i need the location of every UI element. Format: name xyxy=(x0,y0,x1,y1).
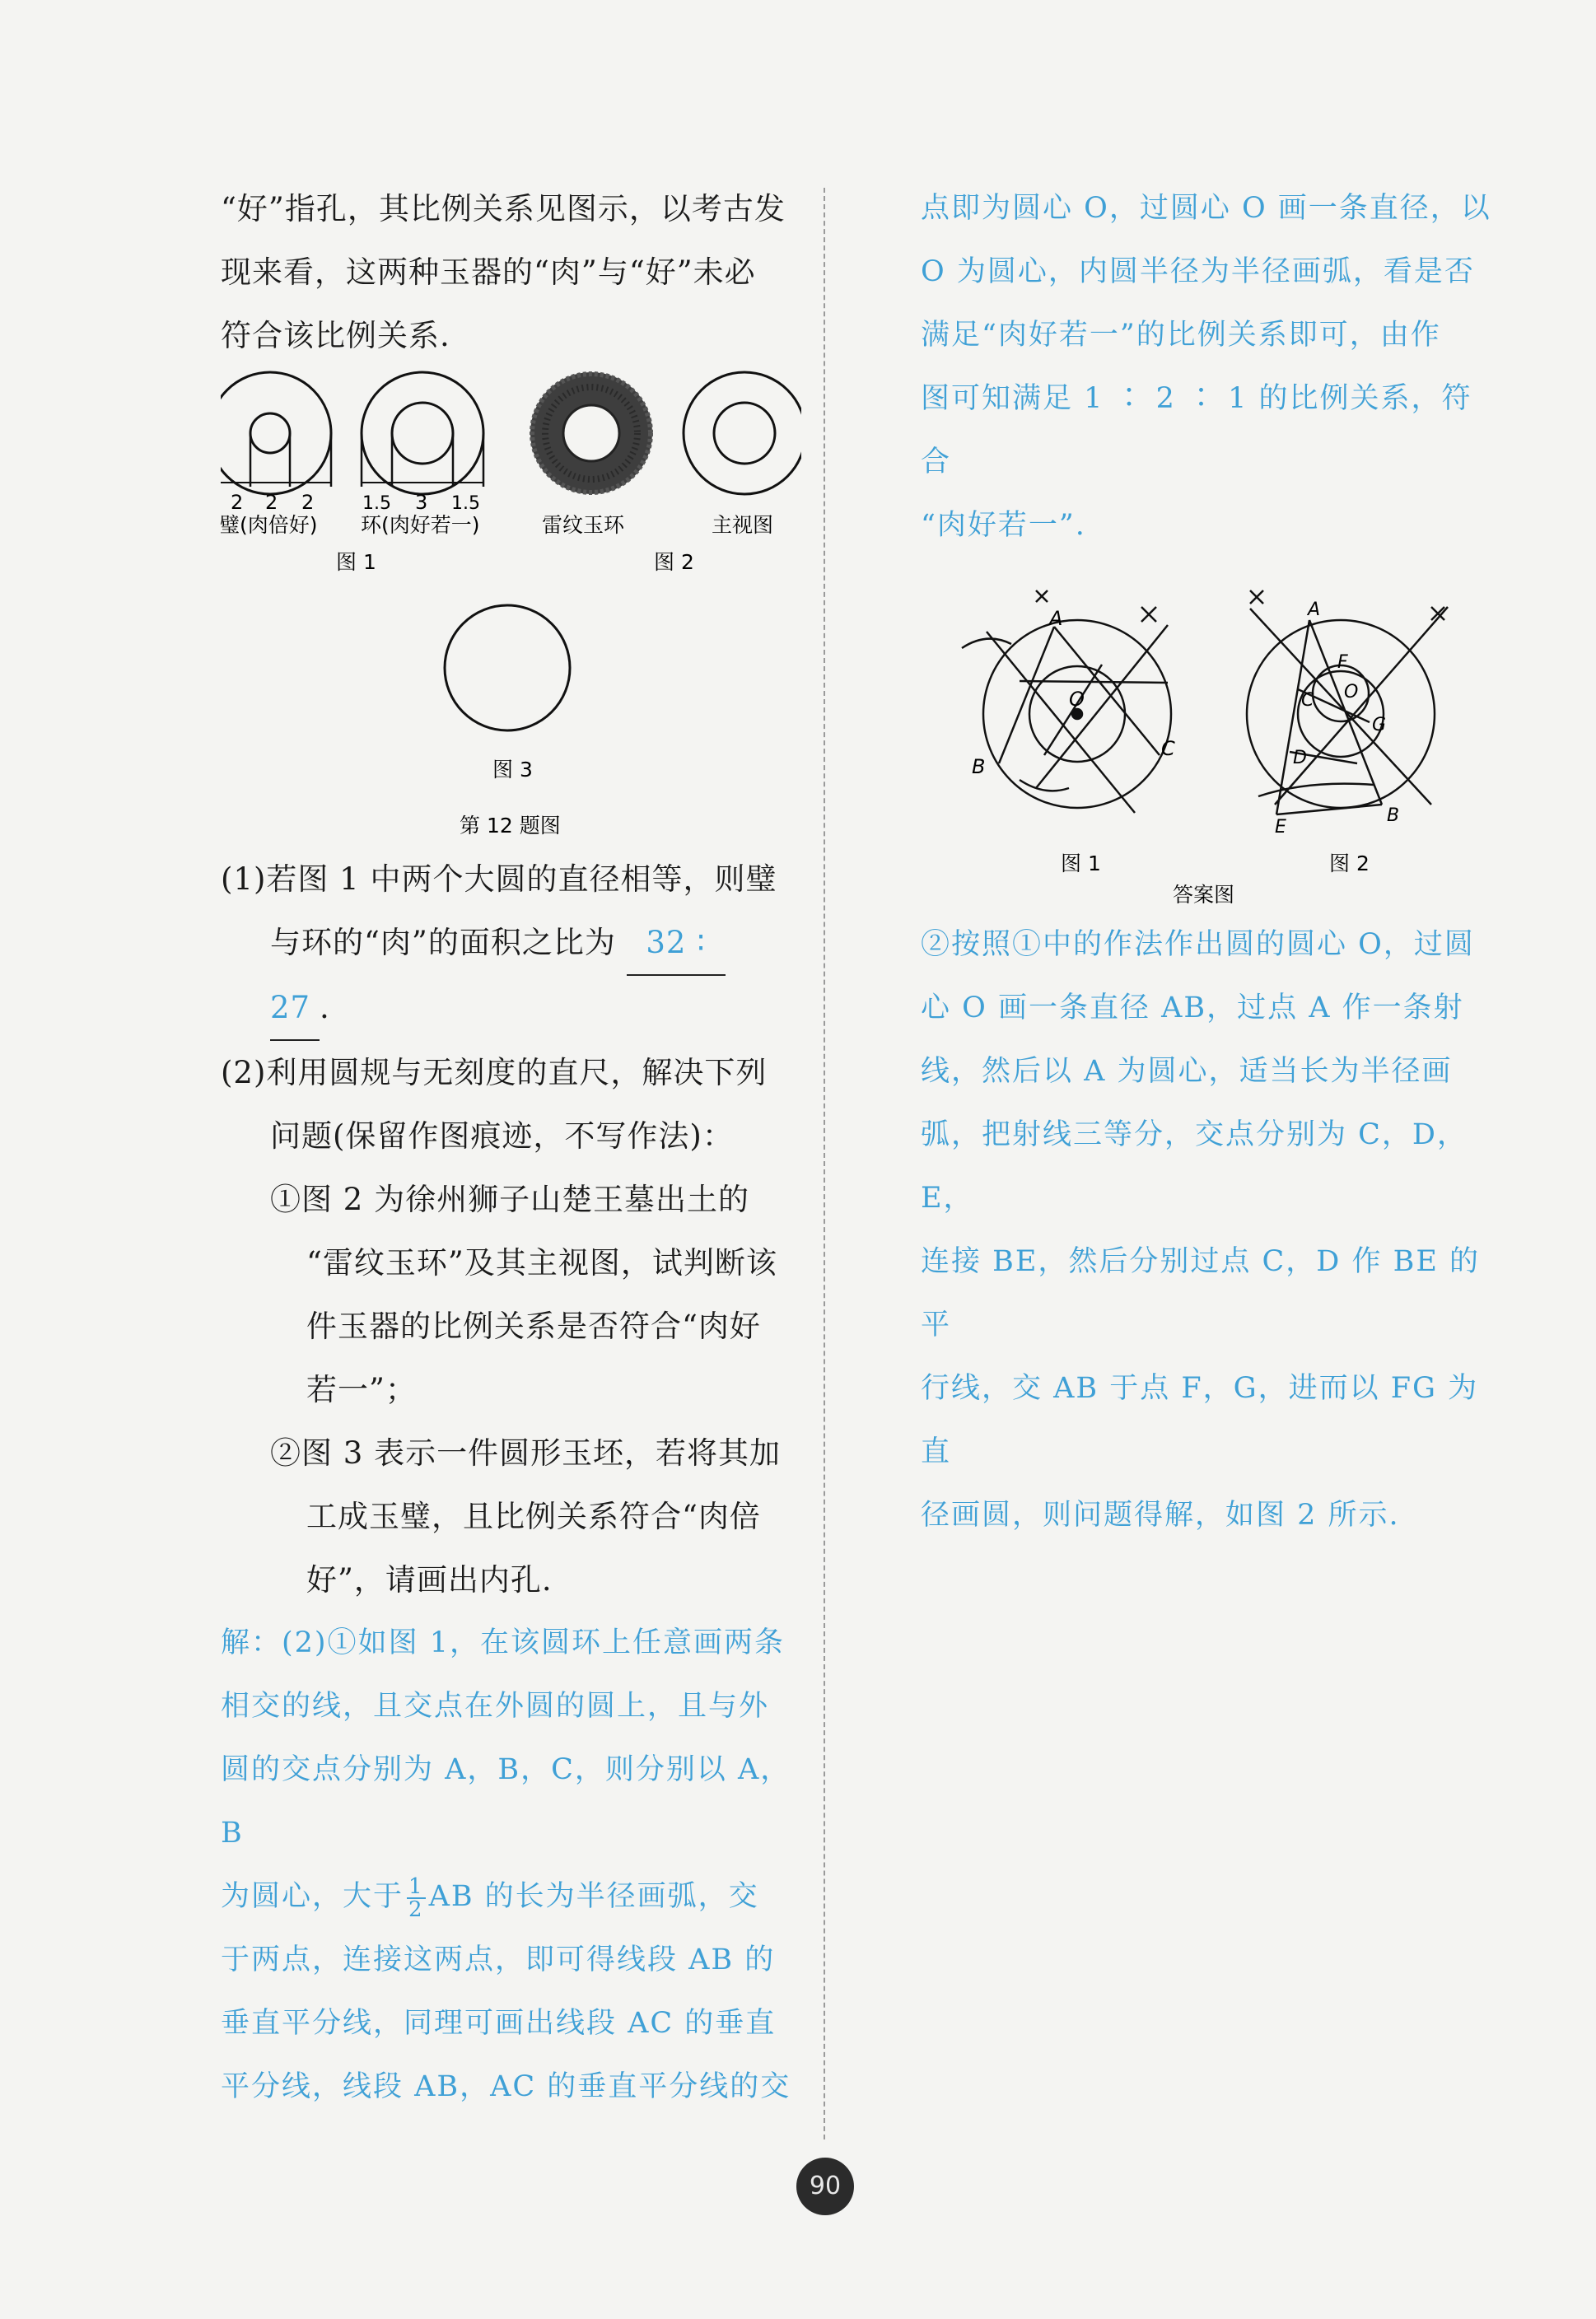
problem-figure-caption: 第 12 题图 xyxy=(460,814,561,838)
ans1-label-b: B xyxy=(972,755,986,778)
q2-2-line-3: 好”，请画出内孔. xyxy=(306,1562,553,1598)
bi-diagram xyxy=(221,372,331,537)
ans2-label-e: E xyxy=(1275,817,1286,838)
solution-cont-line-3: 满足“肉好若一”的比例关系即可，由作 xyxy=(921,319,1441,352)
answer-figures xyxy=(921,558,1497,903)
ans2-label-c: C xyxy=(1301,690,1314,711)
figure-3-svg xyxy=(221,594,801,841)
figures-1-2 xyxy=(221,367,801,594)
part2-line-6: 行线，交 AB 于点 F，G，进而以 FG 为直 xyxy=(921,1372,1479,1468)
q1-tail: . xyxy=(320,990,330,1025)
answer-figure-2 xyxy=(1247,590,1448,814)
q1-answer-blank-a: 32 ∶ xyxy=(627,911,726,976)
q2-line-1: (2)利用圆规与无刻度的直尺，解决下列 xyxy=(221,1055,768,1090)
right-column xyxy=(921,177,1497,1547)
fraction-denominator: 2 xyxy=(408,1897,424,1922)
ans1-caption: 图 1 xyxy=(1061,852,1101,875)
solution-cont-line-4: 图可知满足 1 ∶ 2 ∶ 1 的比例关系，符合 xyxy=(921,382,1472,478)
fig3-caption: 图 3 xyxy=(492,758,533,782)
huan-name: 环(肉好若一) xyxy=(361,513,480,537)
part2-line-7: 径画圆，则问题得解，如图 2 所示. xyxy=(921,1499,1400,1532)
bi-name: 璧(肉倍好) xyxy=(221,513,318,537)
q2-1-line-1: ①图 2 为徐州狮子山楚王墓出土的 xyxy=(270,1182,750,1217)
solution-line-6: 垂直平分线，同理可画出线段 AC 的垂直 xyxy=(221,2007,777,2040)
fig1-caption: 图 1 xyxy=(336,550,376,574)
front-view-name: 主视图 xyxy=(712,513,774,537)
intro-line-3: 符合该比例关系. xyxy=(221,318,450,353)
bi-label-1: 2 xyxy=(231,491,244,514)
ans2-caption: 图 2 xyxy=(1329,852,1370,875)
fraction-one-half xyxy=(407,1873,426,1922)
solution-cont-line-2: O 为圆心，内圆半径为半径画弧，看是否 xyxy=(921,255,1475,288)
huan-label-2: 3 xyxy=(415,491,428,514)
part2-line-1: ②按照①中的作法作出圆的圆心 O，过圆 xyxy=(921,928,1475,961)
solution-line-2: 相交的线，且交点在外圆的圆上，且与外 xyxy=(221,1690,770,1723)
solution-line-4 xyxy=(221,1865,801,1929)
answer-figure-caption: 答案图 xyxy=(1173,883,1235,903)
intro-line-1: “好”指孔，其比例关系见图示，以考古发 xyxy=(221,191,786,226)
q1-line-2-text: 与环的“肉”的面积之比为 xyxy=(270,925,616,960)
ans1-label-a: A xyxy=(1049,607,1063,630)
fig2-caption: 图 2 xyxy=(654,550,694,574)
bi-label-2: 2 xyxy=(265,491,278,514)
solution-line-7: 平分线，线段 AB，AC 的垂直平分线的交 xyxy=(221,2070,791,2103)
solution-line-1: 解：(2)①如图 1，在该圆环上任意画两条 xyxy=(221,1626,785,1659)
ans2-label-f: F xyxy=(1337,652,1348,673)
q2-1-line-3: 件玉器的比例关系是否符合“肉好 xyxy=(306,1309,761,1344)
ans2-label-a: A xyxy=(1308,600,1321,620)
solution-line-5: 于两点，连接这两点，即可得线段 AB 的 xyxy=(221,1943,776,1976)
huan-diagram xyxy=(361,372,483,537)
q2-1-line-2: “雷纹玉环”及其主视图，试判断该 xyxy=(306,1245,777,1281)
jade-ring-name: 雷纹玉环 xyxy=(542,513,625,537)
huan-label-3: 1.5 xyxy=(451,493,480,514)
column-divider xyxy=(824,188,825,2139)
q2-1-line-4: 若一”； xyxy=(306,1372,417,1407)
ans1-label-c: C xyxy=(1161,737,1175,760)
q2-line-2: 问题(保留作图痕迹，不写作法)： xyxy=(270,1118,734,1154)
solution-line-3: 圆的交点分别为 A，B，C，则分别以 A，B xyxy=(221,1753,791,1850)
solution-line-4b: AB 的长为半径画弧，交 xyxy=(428,1880,759,1913)
q2-2-line-1: ②图 3 表示一件圆形玉坯，若将其加 xyxy=(270,1435,782,1471)
part2-line-3: 线，然后以 A 为圆心，适当长为半径画 xyxy=(921,1055,1453,1088)
front-view-diagram xyxy=(684,372,801,537)
fraction-numerator: 1 xyxy=(408,1873,424,1899)
jade-ring-photo xyxy=(530,372,652,537)
ans2-label-o: O xyxy=(1344,682,1359,702)
answer-figure-1 xyxy=(962,590,1171,813)
part2-line-4: 弧，把射线三等分，交点分别为 C，D，E， xyxy=(921,1118,1468,1215)
ans1-label-o: O xyxy=(1069,688,1085,711)
part2-line-5: 连接 BE，然后分别过点 C，D 作 BE 的平 xyxy=(921,1245,1481,1341)
q1-line-2 xyxy=(221,911,801,976)
figure-3 xyxy=(221,594,801,841)
ans2-label-g: G xyxy=(1372,715,1387,735)
q2-2-line-2: 工成玉璧，且比例关系符合“肉倍 xyxy=(306,1499,761,1534)
ans2-label-b: B xyxy=(1387,805,1400,826)
solution-line-4a: 为圆心，大于 xyxy=(221,1880,404,1913)
solution-cont-line-5: “肉好若一”. xyxy=(921,509,1086,542)
jade-blank-circle xyxy=(445,605,570,730)
q1-answer-blank-b: 27 xyxy=(270,976,320,1041)
q1-line-1: (1)若图 1 中两个大圆的直径相等，则璧 xyxy=(221,861,777,897)
huan-label-1: 1.5 xyxy=(362,493,391,514)
part2-line-2: 心 O 画一条直径 AB，过点 A 作一条射 xyxy=(921,992,1464,1024)
answer-figures-svg xyxy=(921,558,1497,903)
intro-line-2: 现来看，这两种玉器的“肉”与“好”未必 xyxy=(221,254,756,290)
left-column xyxy=(221,177,801,2119)
bi-label-3: 2 xyxy=(301,491,315,514)
q1-line-3 xyxy=(221,976,801,1041)
solution-cont-line-1: 点即为圆心 O，过圆心 O 画一条直径，以 xyxy=(921,192,1491,225)
page-number: 90 xyxy=(796,2158,854,2215)
figures-1-2-svg xyxy=(221,367,801,594)
ans2-label-d: D xyxy=(1293,748,1307,768)
